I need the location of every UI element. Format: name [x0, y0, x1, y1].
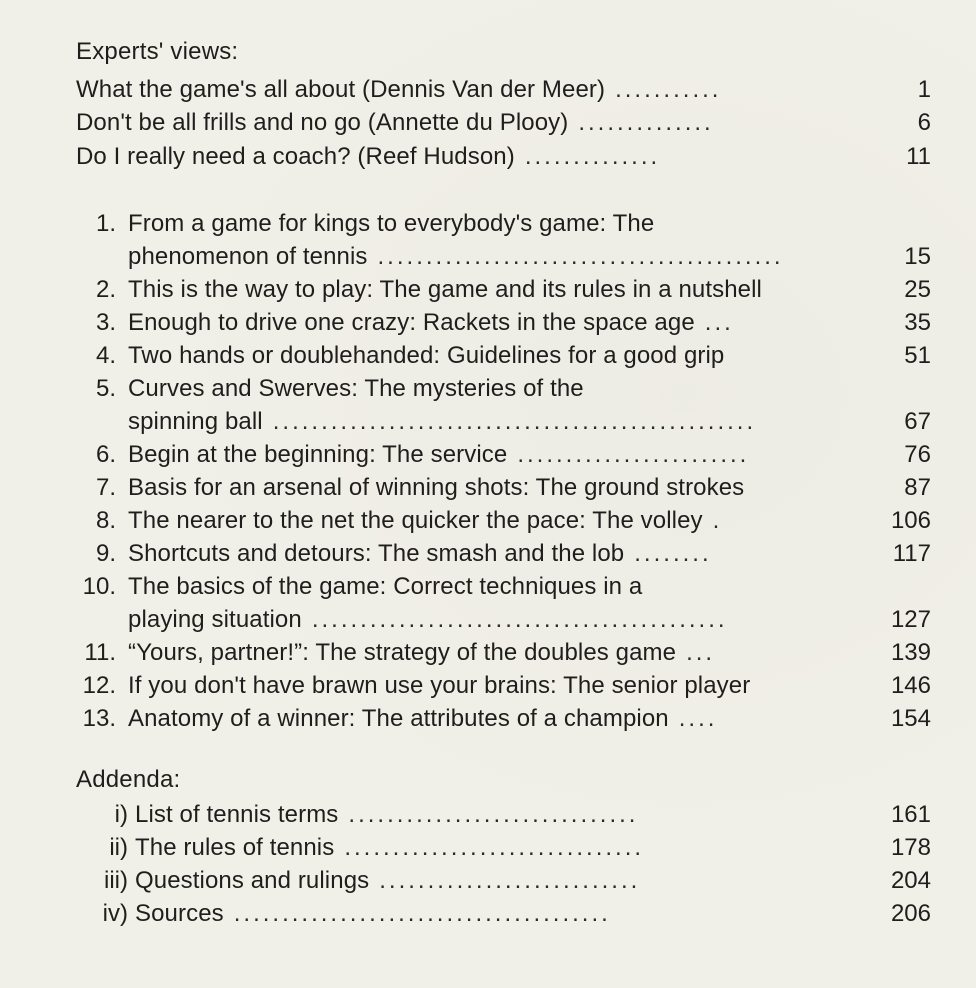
chapter-number: 9. — [95, 540, 116, 567]
entry-title: List of tennis terms — [135, 801, 339, 828]
page-number: 127 — [890, 606, 931, 633]
addenda-heading: Addenda: — [76, 766, 181, 793]
leader-dots: ... — [686, 639, 716, 666]
addendum-number: ii) — [109, 834, 128, 861]
toc-entry — [0, 537, 976, 570]
toc-entry — [0, 864, 976, 897]
chapter-number: 6. — [95, 441, 116, 468]
toc-entry — [0, 636, 976, 669]
chapter-number: 5. — [95, 375, 116, 402]
toc-entry — [0, 798, 976, 831]
entry-title: The rules of tennis — [135, 834, 335, 861]
entry-title: Shortcuts and detours: The smash and the lob — [128, 540, 625, 567]
page-number: 106 — [890, 507, 931, 534]
leader-dots: ........................ — [517, 441, 750, 468]
page-number: 161 — [890, 801, 931, 828]
toc-entry — [0, 106, 976, 139]
chapter-number: 3. — [95, 309, 116, 336]
toc-entry — [0, 438, 976, 471]
toc-entry — [0, 372, 976, 405]
entry-title: Questions and rulings — [135, 867, 370, 894]
leader-dots: .......................................... — [377, 243, 784, 270]
entry-title: phenomenon of tennis — [128, 243, 368, 270]
entry-title: Don't be all frills and no go (Annette du Plooy) — [76, 109, 569, 136]
toc-entry — [0, 207, 976, 240]
chapter-number: 10. — [82, 573, 116, 600]
page-number: 154 — [890, 705, 931, 732]
page-number: 139 — [890, 639, 931, 666]
entry-title: From a game for kings to everybody's game: The — [128, 210, 655, 237]
leader-dots: ............................... — [344, 834, 645, 861]
toc-entry — [0, 702, 976, 735]
page-number: 146 — [890, 672, 931, 699]
leader-dots: .... — [678, 705, 718, 732]
addendum-number: iii) — [104, 867, 128, 894]
entry-title: Do I really need a coach? (Reef Hudson) — [76, 143, 515, 170]
page-number: 206 — [890, 900, 931, 927]
leader-dots: ....................................... — [233, 900, 611, 927]
entry-title: Enough to drive one crazy: Rackets in the space age — [128, 309, 695, 336]
entry-title: Two hands or doublehanded: Guidelines for a good grip — [128, 342, 725, 369]
page-number: 67 — [904, 408, 931, 435]
leader-dots: .............................. — [348, 801, 639, 828]
leader-dots: ........................................... — [311, 606, 728, 633]
chapter-number: 2. — [95, 276, 116, 303]
leader-dots: ........ — [634, 540, 712, 567]
entry-title: Sources — [135, 900, 224, 927]
entry-title: playing situation — [128, 606, 302, 633]
toc-entry-continuation — [0, 603, 976, 636]
leader-dots: . — [712, 507, 723, 534]
page-number: 117 — [892, 540, 931, 567]
toc-entry — [0, 339, 976, 372]
addendum-number: iv) — [102, 900, 128, 927]
page-number: 76 — [904, 441, 931, 468]
page-number: 6 — [917, 109, 931, 136]
page-number: 25 — [904, 276, 931, 303]
entry-title: Basis for an arsenal of winning shots: The ground strokes — [128, 474, 745, 501]
toc-entry-continuation — [0, 405, 976, 438]
page-number: 51 — [904, 342, 931, 369]
page-number: 1 — [917, 76, 931, 103]
toc-entry-continuation — [0, 240, 976, 273]
entry-title: “Yours, partner!”: The strategy of the doubles game — [128, 639, 677, 666]
page-number: 87 — [904, 474, 931, 501]
toc-entry — [0, 570, 976, 603]
chapter-number: 12. — [82, 672, 116, 699]
toc-entry — [0, 140, 976, 173]
entry-title: This is the way to play: The game and its rules in a nutshell — [128, 276, 762, 303]
chapter-number: 4. — [95, 342, 116, 369]
entry-title: If you don't have brawn use your brains: The senior player — [128, 672, 751, 699]
entry-title: Curves and Swerves: The mysteries of the — [128, 375, 584, 402]
entry-title: Begin at the beginning: The service — [128, 441, 508, 468]
leader-dots: .............. — [578, 109, 714, 136]
experts-heading: Experts' views: — [76, 38, 239, 65]
addendum-number: i) — [114, 801, 128, 828]
entry-title: What the game's all about (Dennis Van der Meer) — [76, 76, 606, 103]
page-number: 15 — [904, 243, 931, 270]
toc-entry — [0, 273, 976, 306]
toc-entry — [0, 471, 976, 504]
toc-entry — [0, 897, 976, 930]
toc-entry — [0, 306, 976, 339]
entry-title: The nearer to the net the quicker the pace: The volley — [128, 507, 703, 534]
chapter-number: 8. — [95, 507, 116, 534]
chapter-number: 1. — [95, 210, 116, 237]
leader-dots: ........... — [615, 76, 722, 103]
chapter-number: 11. — [84, 639, 116, 666]
leader-dots: ... — [704, 309, 734, 336]
entry-title: The basics of the game: Correct techniques in a — [128, 573, 643, 600]
entry-title: spinning ball — [128, 408, 263, 435]
toc-entry — [0, 504, 976, 537]
entry-title: Anatomy of a winner: The attributes of a champion — [128, 705, 669, 732]
toc-entry — [0, 831, 976, 864]
leader-dots: .............. — [524, 143, 661, 170]
chapter-number: 7. — [95, 474, 116, 501]
leader-dots: ........................... — [379, 867, 641, 894]
page-number: 204 — [890, 867, 931, 894]
toc-entry — [0, 73, 976, 106]
page-number: 11 — [906, 143, 931, 170]
page-number: 35 — [904, 309, 931, 336]
toc-entry — [0, 669, 976, 702]
leader-dots: .................................................. — [272, 408, 757, 435]
page-number: 178 — [890, 834, 931, 861]
chapter-number: 13. — [82, 705, 116, 732]
